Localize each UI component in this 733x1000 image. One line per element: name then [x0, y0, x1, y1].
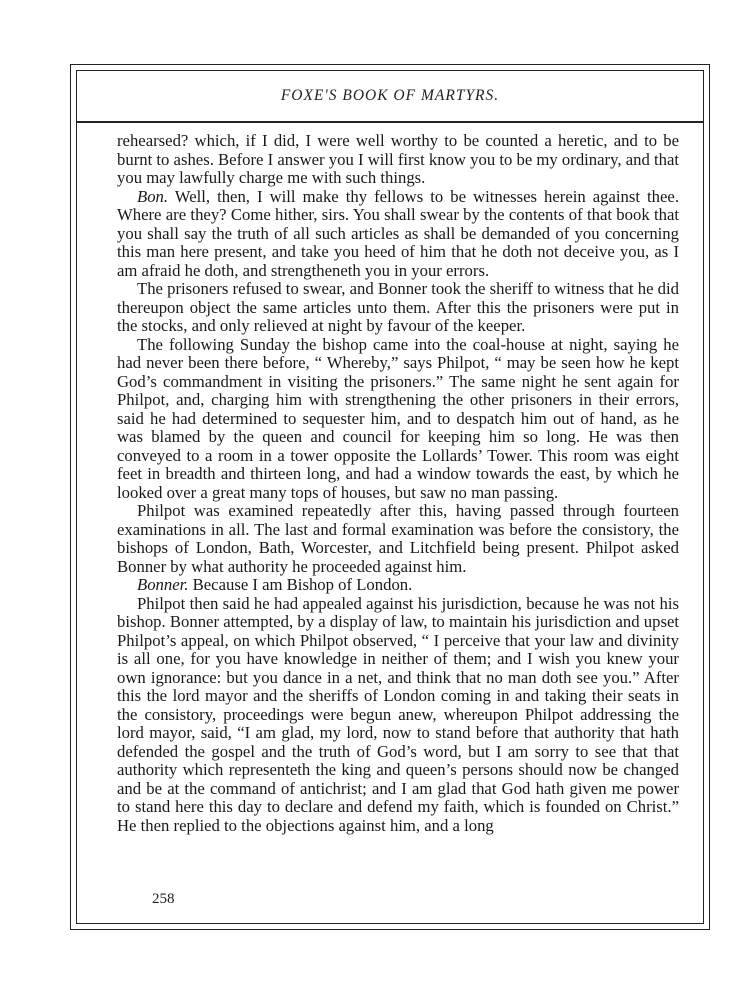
- paragraph-text: Because I am Bishop of London.: [188, 575, 413, 594]
- paragraph: [117, 132, 679, 188]
- paragraph: [117, 576, 679, 595]
- paragraph-text: rehearsed? which, if I did, I were well worthy to be counted a heretic, and to be burnt to ashes. Before I answer you I will first know you to be my ordinary, and that you may lawfully charge me with such things.: [117, 131, 679, 187]
- header-rule: [76, 121, 704, 123]
- paragraph: [117, 595, 679, 836]
- paragraph: [117, 336, 679, 503]
- paragraph-text: The prisoners refused to swear, and Bonner took the sheriff to witness that he did thereupon object the same articles unto them. After this the prisoners were put in the stocks, and only relieved at night by favour of the keeper.: [117, 279, 679, 335]
- running-header: FOXE'S BOOK OF MARTYRS.: [280, 87, 500, 104]
- speaker-label: Bonner.: [137, 575, 189, 594]
- paragraph: [117, 280, 679, 336]
- speaker-label: Bon.: [137, 186, 169, 206]
- paragraph-text: The following Sunday the bishop came into the coal-house at night, saying he had never been there before, “ Whereby,” says Philpot, “ may be seen how he kept God’s commandment in visiting the prisoners.” The same night he sent again for Philpot, and, charging him with strengthening the other prisoners in their errors, said he had determined to sequester him, and to despatch him out of hand, as he was blamed by the queen and council for keeping him so long. He was then conveyed to a room in a tower opposite the Lollards’ Tower. This room was eight feet in breadth and thirteen long, and had a window towards the east, by which he looked over a great many tops of houses, but saw no man passing.: [117, 334, 679, 502]
- paragraph-text: Philpot then said he had appealed against his jurisdiction, because he was not his bishop. Bonner attempted, by a display of law, to maintain his jurisdiction and upset Philpot’s appeal, on which Philpot observed, “ I perceive that your law and divinity is all one, for you have knowledge in neither of them; and I wish you knew your own ignorance: but you dance in a net, and think that no man doth see you.” After this the lord mayor and the sheriffs of London coming in and taking their seats in the consistory, proceedings were begun anew, whereupon Philpot addressing the lord mayor, said, “I am glad, my lord, now to stand before that authority that hath defended the gospel and the truth of God’s word, but I am sorry to see that that authority which representeth the king and queen’s persons should now be changed and be at the command of antichrist; and I am glad that God hath given me power to stand here this day to declare and defend my faith, which is founded on Christ.” He then replied to the objections against him, and a long: [117, 593, 679, 835]
- paragraph: [117, 188, 679, 281]
- paragraph: [117, 502, 679, 576]
- paragraph-text: Philpot was examined repeatedly after this, having passed through fourteen examinations in all. The last and formal examination was before the consistory, the bishops of London, Bath, Worcester, and Litchfield being present. Philpot asked Bonner by what authority he proceeded against him.: [117, 501, 679, 576]
- page-number: 258: [152, 891, 175, 907]
- body-text: [117, 132, 679, 835]
- paragraph-text: Well, then, I will make thy fellows to be witnesses herein against thee. Where are they? Come hither, sirs. You shall swear by the contents of that book that you shall say the truth of all such articles as shall be demanded of you concerning this man here present, and take you heed of him that he doth not deceive you, as I am afraid he doth, and strengtheneth you in your errors.: [117, 186, 679, 280]
